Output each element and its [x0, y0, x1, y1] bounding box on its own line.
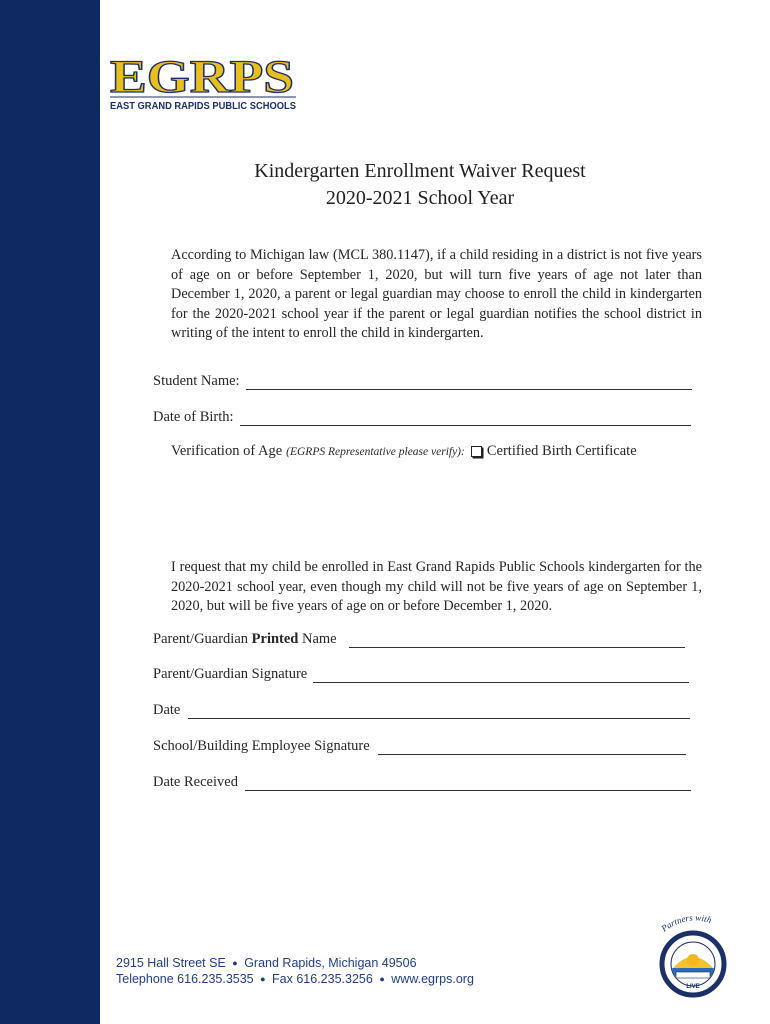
student-name-line[interactable] [246, 374, 692, 390]
employee-signature-label: School/Building Employee Signature [153, 738, 370, 754]
date-of-birth-label: Date of Birth: [153, 409, 234, 425]
form-title: Kindergarten Enrollment Waiver Request [254, 160, 586, 182]
verification-of-age [171, 443, 637, 460]
law-paragraph: According to Michigan law (MCL 380.1147), if a child residing in a district is not five years of age on or before September 1, 2020, but will turn five years of age not later than December 1, 2020, a parent or legal guardian may choose to enroll the child in kindergarten for the 2020-2021 school year if the parent or legal guardian notifies the school district in writing of the intent to enroll the child in kindergarten. [171, 247, 702, 341]
guardian-signature-line[interactable] [313, 667, 689, 683]
svg-text:Partners with: Partners with [659, 912, 713, 934]
street-address: 2915 Hall Street SE [116, 956, 226, 970]
guardian-signature-label: Parent/Guardian Signature [153, 666, 308, 682]
verification-label: Verification of Age [171, 443, 283, 459]
city-state-zip: Grand Rapids, Michigan 49506 [244, 956, 417, 970]
footer-contact [116, 972, 474, 986]
svg-text:LIVE: LIVE [686, 984, 700, 990]
student-name-label: Student Name: [153, 373, 240, 389]
request-paragraph: I request that my child be enrolled in East Grand Rapids Public Schools kindergarten for the 2020-2021 school year, even though my child will not be five years of age on September 1, 2020, but will be five years of age on or before December 1, 2020. [171, 559, 702, 614]
city-partner-seal [654, 908, 732, 998]
printed-name-label: Parent/Guardian Printed Name [153, 631, 337, 647]
student-name-field[interactable] [153, 370, 692, 390]
employee-signature-line[interactable] [378, 739, 686, 755]
website-link[interactable]: www.egrps.org [391, 972, 474, 986]
svg-text:EGRPS: EGRPS [110, 51, 294, 103]
date-of-birth-field[interactable] [153, 406, 691, 426]
date-of-birth-line[interactable] [240, 410, 691, 426]
birth-certificate-checkbox[interactable] [471, 446, 482, 457]
telephone: Telephone 616.235.3535 [116, 972, 254, 986]
egrps-logo [108, 50, 298, 112]
date-received-label: Date Received [153, 774, 238, 790]
fax: Fax 616.235.3256 [272, 972, 373, 986]
guardian-signature-field[interactable] [153, 663, 689, 683]
verification-note: (EGRPS Representative please verify): [286, 445, 465, 458]
printed-name-line[interactable] [349, 632, 685, 648]
birth-certificate-option: Certified Birth Certificate [486, 443, 637, 459]
employee-signature-field[interactable] [153, 735, 686, 755]
separator-dot: ● [260, 974, 266, 984]
left-sidebar-band [0, 0, 100, 1024]
svg-text:EAST GRAND RAPIDS PUBLIC SCHOO: EAST GRAND RAPIDS PUBLIC SCHOOLS [110, 101, 297, 112]
date-label: Date [153, 702, 181, 718]
date-line[interactable] [188, 703, 690, 719]
separator-dot: ● [232, 958, 238, 968]
printed-name-field[interactable] [153, 628, 685, 648]
date-received-line[interactable] [245, 775, 691, 791]
date-received-field[interactable] [153, 771, 691, 791]
footer-address [116, 956, 417, 970]
separator-dot: ● [379, 974, 385, 984]
school-year-title: 2020-2021 School Year [325, 187, 515, 209]
date-field[interactable] [153, 699, 690, 719]
